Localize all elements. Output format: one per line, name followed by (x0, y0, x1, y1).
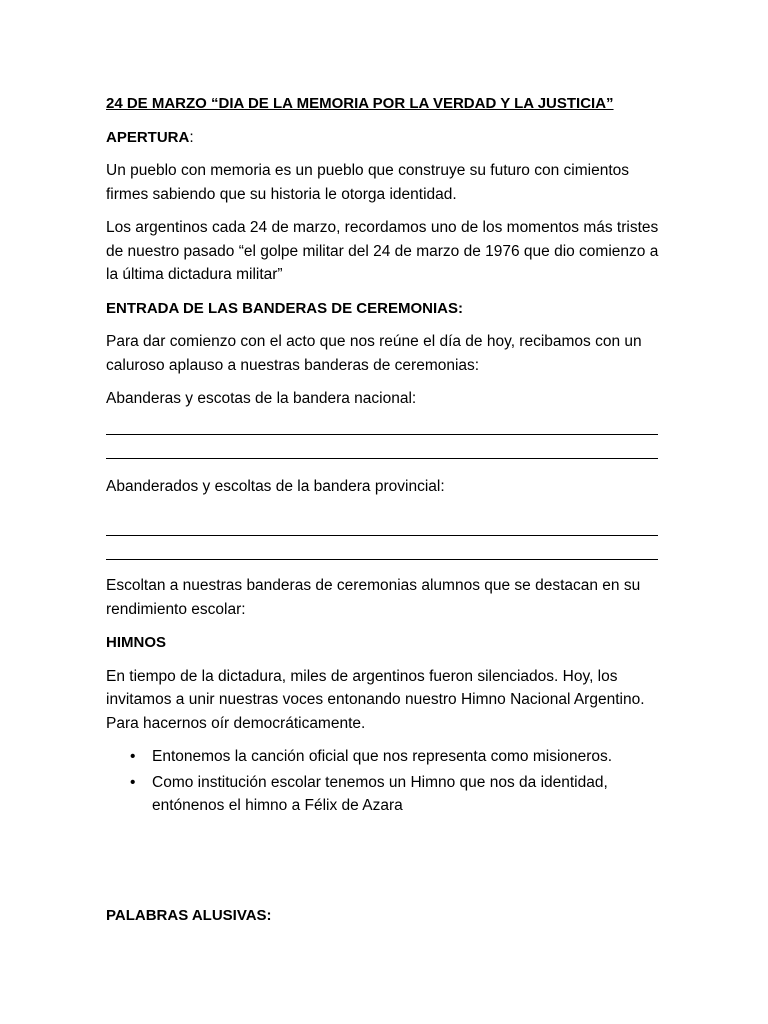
blank-space (106, 820, 662, 904)
list-item (130, 745, 662, 769)
palabras-heading: PALABRAS ALUSIVAS: (106, 906, 272, 924)
blank-line (106, 411, 658, 435)
paragraph-dar-comienzo: Para dar comienzo con el acto que nos reúne el día de hoy, recibamos con un caluroso aplauso a nuestras banderas de ceremonias: (106, 333, 642, 374)
apertura-heading: APERTURA (106, 128, 190, 146)
nacional-blank-lines (106, 411, 662, 459)
bullet-marker: • (130, 748, 136, 765)
blank-line (106, 435, 658, 459)
bullet-marker: • (130, 773, 136, 791)
nacional-label: Abanderas y escotas de la bandera nacional: (106, 390, 417, 407)
provincial-label: Abanderados y escoltas de la bandera provincial: (106, 477, 445, 495)
blank-line (106, 512, 658, 536)
document-page (106, 92, 662, 937)
document-title: 24 DE MARZO “DIA DE LA MEMORIA POR LA VERDAD Y LA JUSTICIA” (106, 95, 614, 112)
provincial-blank-lines (106, 512, 662, 560)
paragraph-argentinos: Los argentinos cada 24 de marzo, recordamos uno de los momentos más tristes de nuestro pasado “el golpe militar del 24 de marzo de 1976 que dio comienzo a la última dictadura militar” (106, 219, 659, 283)
banderas-heading: ENTRADA DE LAS BANDERAS DE CEREMONIAS: (106, 299, 463, 317)
paragraph-dictadura: En tiempo de la dictadura, miles de argentinos fueron silenciados. Hoy, los invitamos a unir nuestras voces entonando nuestro Himno Nacional Argentino. Para hacernos oír democráticamente. (106, 667, 645, 732)
apertura-colon: : (189, 128, 194, 146)
apertura-heading-line (106, 126, 662, 150)
himnos-bullet-list (106, 745, 662, 818)
himnos-heading: HIMNOS (106, 634, 166, 651)
paragraph-memoria: Un pueblo con memoria es un pueblo que construye su futuro con cimientos firmes sabiendo que su historia le otorga identidad. (106, 162, 629, 203)
list-item-text: Entonemos la canción oficial que nos representa como misioneros. (152, 748, 613, 765)
list-item-text: Como institución escolar tenemos un Himno que nos da identidad, entónenos el himno a Félix de Azara (152, 773, 608, 814)
list-item (130, 771, 662, 818)
blank-line (106, 536, 658, 560)
paragraph-escoltan: Escoltan a nuestras banderas de ceremonias alumnos que se destacan en su rendimiento escolar: (106, 577, 641, 618)
